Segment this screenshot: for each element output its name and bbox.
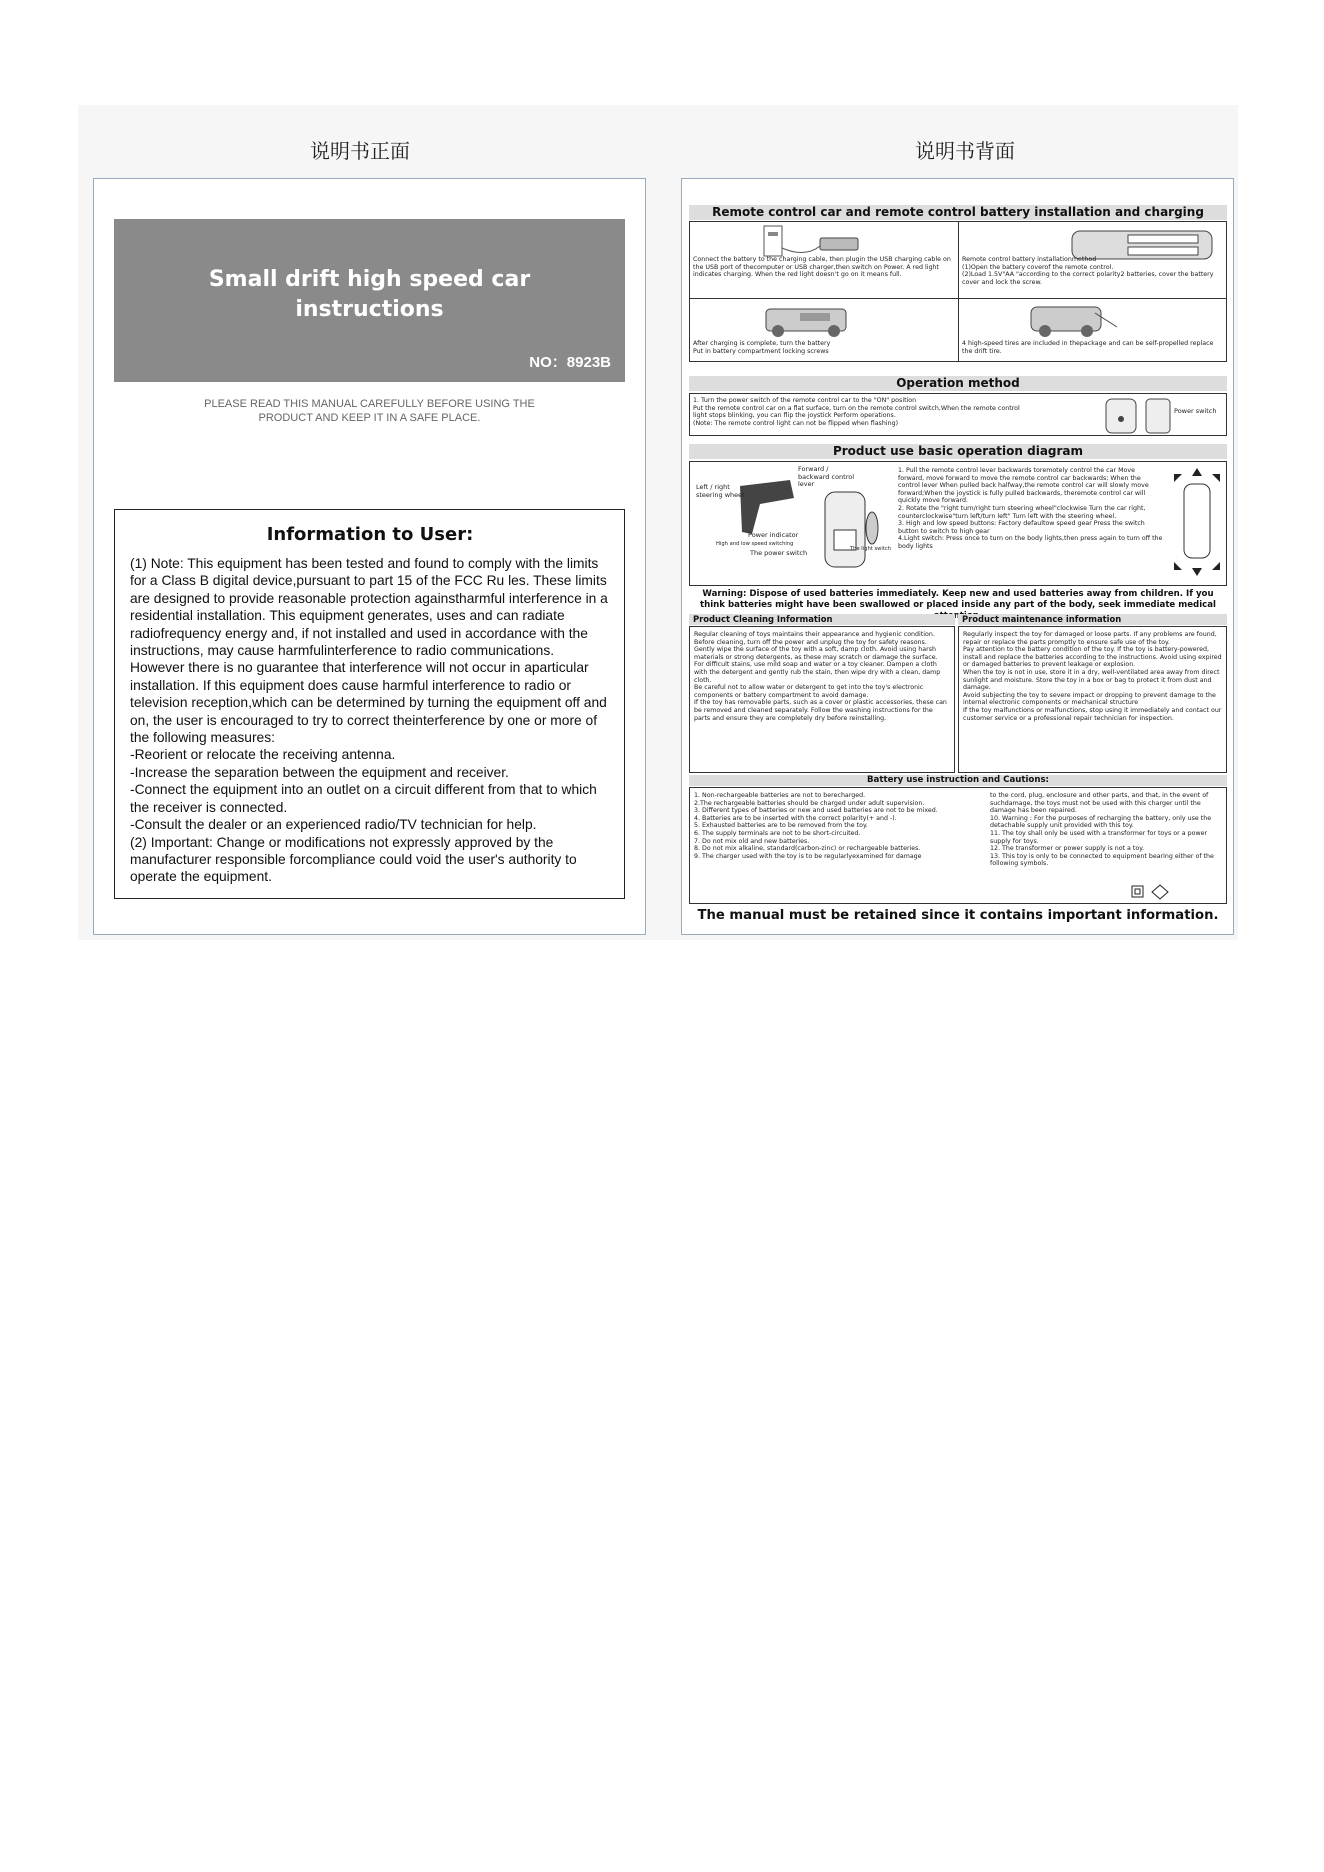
battery-use-left: 1. Non-rechargeable batteries are not to berecharged. 2.The rechargeable batteries should be charged under adult supervision. 3. Different types of batteries or new and used batteries are not to be mixed. 4. Batteries are to be inserted with the correct polarity(+ and -). 5. Exhausted batteries are to be removed from the toy. 6. The supply terminals are not to be short-circuited. 7. Do not mix old and new batteries. 8. Do not mix alkaline, standard(carbon-zinc) or rechargeable batteries. 9. The charger used with the toy is to be regularlyexamined for damage — [694, 792, 938, 860]
cleaning-text: Regular cleaning of toys maintains their appearance and hygienic condition. Before cleaning, turn off the power and unplug the toy for safety reasons. Gently wipe the surface of the toy with a soft, damp cloth. Avoid using harsh materials or strong detergents, as these may scratch or damage the surface. For difficult stains, use mild soap and water or a toy cleaner. Dampen a cloth with the detergent and gently rub the stain, then wipe dry with a clean, damp cloth. Be careful not to allow water or detergent to get into the toy's electronic components or battery compartment to avoid damage. If the toy has removable parts, such as a cover or plastic accessories, these can be removed and cleaned separately. Follow the washing instructions for the parts and ensure they are completely dry before reinstalling. — [694, 631, 947, 722]
info-box — [114, 509, 625, 899]
retain-manual-note: The manual must be retained since it contains important information. — [697, 908, 1219, 923]
battery-cell-text: Remote control battery installationmethod (1)Open the battery coverof the remote control. (2)Load 1.5V"AA "according to the correct polarity2 batteries, cover the battery cover and lock the screw. — [962, 256, 1214, 286]
maintenance-box — [958, 626, 1227, 773]
info-paragraph: -Consult the dealer or an experienced radio/TV technician for help. — [130, 817, 537, 833]
transformer-symbols-icon — [1130, 884, 1174, 900]
forward-lever-label: Forward / backward control lever — [798, 465, 855, 488]
battery-section-header: Remote control car and remote control battery installation and charging — [689, 205, 1227, 220]
info-paragraph: -Connect the equipment into an outlet on a circuit different from that to which the receiver is connected. — [130, 782, 597, 815]
car-battery-illustration — [760, 301, 870, 337]
read-note — [114, 397, 625, 425]
operation-section-header: Operation method — [689, 376, 1227, 391]
read-note-line-1: PLEASE READ THIS MANUAL CAREFULLY BEFORE USING THE — [204, 398, 535, 410]
info-paragraph: (1) Note: This equipment has been tested and found to comply with the limits for a Class B digital device,pursuant to part 15 of the FCC Ru les. These limits are designed to provide reasonable protection againstharmful interference in a residential installation. This equipment generates, uses and can radiate radiofrequency energy and, if not installed and used in accordance with the instructions, may cause harmfulinterference to radio communications. However there is no guarantee that interference will not occur in aparticular installation. If this equipment does cause harmful interference to radio or television reception,which can be determined by turning the equipment off and on, the user is encouraged to try to correct theinterference by one or more of the following measures: — [130, 556, 608, 746]
diagram-section-header: Product use basic operation diagram — [689, 444, 1227, 459]
power-indicator-label: Power indicator — [748, 531, 799, 539]
tire-illustration — [1025, 301, 1125, 337]
cleaning-header: Product Cleaning Information — [689, 614, 955, 625]
read-note-line-2: PRODUCT AND KEEP IT IN A SAFE PLACE. — [258, 412, 481, 424]
speed-switch-label: High and low speed switching — [716, 541, 794, 547]
power-switch-diagram-label: The power switch — [750, 549, 808, 557]
power-switch-label: Power switch — [1174, 407, 1217, 415]
back-caption: 说明书背面 — [915, 139, 1015, 163]
diagram-box — [689, 461, 1227, 586]
info-paragraph: -Increase the separation between the equipment and receiver. — [130, 764, 509, 780]
back-page — [681, 178, 1234, 935]
title-line-1: Small drift high speed car — [208, 267, 531, 292]
info-paragraph: (2) Important: Change or modifications not expressly approved by the manufacturer responsible forcompliance could void the user's authority to operate the equipment. — [130, 834, 577, 885]
divider — [958, 222, 959, 361]
manual-title — [114, 265, 625, 325]
operation-text: 1. Turn the power switch of the remote control car to the "ON" position Put the remote control car on a flat surface, turn on the remote control switch,When the remote control light stops blinking, you can flip the joystick Perform operations. (Note: The remote control light can not be flipped when flashing) — [693, 397, 1020, 427]
info-title: Information to User: — [266, 524, 474, 545]
maintenance-header: Product maintenance information — [958, 614, 1227, 625]
model-number: NO：8923B — [529, 354, 611, 371]
cleaning-box — [689, 626, 955, 773]
title-line-2: instructions — [295, 297, 444, 322]
operation-box — [689, 393, 1227, 436]
battery-cell-text: Connect the battery to the charging cable, then plugin the USB charging cable on the USB port of thecomputer or USB charger,then switch on Power. A red light indicates charging. When the red light doesn't go on it means full. — [693, 256, 951, 279]
info-body — [130, 555, 610, 886]
battery-install-box — [689, 221, 1227, 362]
diagram-instructions: 1. Pull the remote control lever backwards toremotely control the car Move forward, move forward to move the remote control car backwards; When the control lever When pulled back halfway,the remote control car will slowly move forward;When the joystick is fully pulled backwards, theremote control car will quickly move forward. 2. Rotate the "right turn/right turn steering wheel"clockwise Turn the car right, counterclockwise"turn left/turn left" Turn left with the steering wheel. 3. High and low speed buttons: Factory defaultow speed gear Press the switch button to switch to high gear 4.Light switch: Press once to turn on the body lights,then press again to turn off the body lights — [898, 467, 1163, 550]
info-paragraph: -Reorient or relocate the receiving antenna. — [130, 747, 396, 763]
battery-cell-text: After charging is complete, turn the battery Put in battery compartment locking screws — [693, 340, 831, 355]
front-page — [93, 178, 646, 935]
light-switch-label: The light switch — [850, 546, 892, 552]
title-block — [114, 219, 625, 382]
battery-use-right: to the cord, plug, enclosure and other parts, and that, in the event of suchdamage, the toys must not be used with this charger until the damage has been repaired. 10. Warning : For the purposes of recharging the battery, only use the detachable supply unit provided with this toy. 11. The toy shall only be used with a transformer for toys or a power supply for toys. 12. The transformer or power supply is not a toy. 13. This toy is only to be connected to equipment bearing either of the following symbols. — [990, 792, 1214, 868]
divider — [690, 298, 1226, 299]
maintenance-text: Regularly inspect the toy for damaged or loose parts. If any problems are found, repair or replace the parts promptly to ensure safe use of the toy. Pay attention to the battery condition of the toy. If the toy is battery-powered, install and replace the batteries according to the instructions. Avoid using expired or damaged batteries to prevent leakage or explosion. When the toy is not in use, store it in a dry, well-ventilated area away from direct sunlight and moisture. Store the toy in a box or bag to protect it from dust and damage. Avoid subjecting the toy to severe impact or dropping to prevent damage to the internal electronic components or mechanical structure If the toy malfunctions or malfunctions, stop using it immediately and contact our customer service or a professional repair technician for inspection. — [963, 631, 1222, 722]
battery-cell-text: 4 high-speed tires are included in thepackage and can be self-propelled replace the drift tire. — [962, 340, 1214, 355]
battery-use-box — [689, 787, 1227, 904]
remote-power-illustration — [1090, 395, 1180, 435]
front-caption: 说明书正面 — [310, 139, 410, 163]
car-directions-illustration — [1170, 466, 1224, 578]
battery-use-header: Battery use instruction and Cautions: — [689, 775, 1227, 786]
instruction-sheet — [78, 105, 1238, 940]
battery-warning: Warning: Dispose of used batteries immediately. Keep new and used batteries away from children. If you think batteries might have been swallowed or placed inside any part of the body, seek immediate medical — [700, 589, 1216, 610]
steering-wheel-label: Left / right steering wheel — [696, 483, 744, 499]
